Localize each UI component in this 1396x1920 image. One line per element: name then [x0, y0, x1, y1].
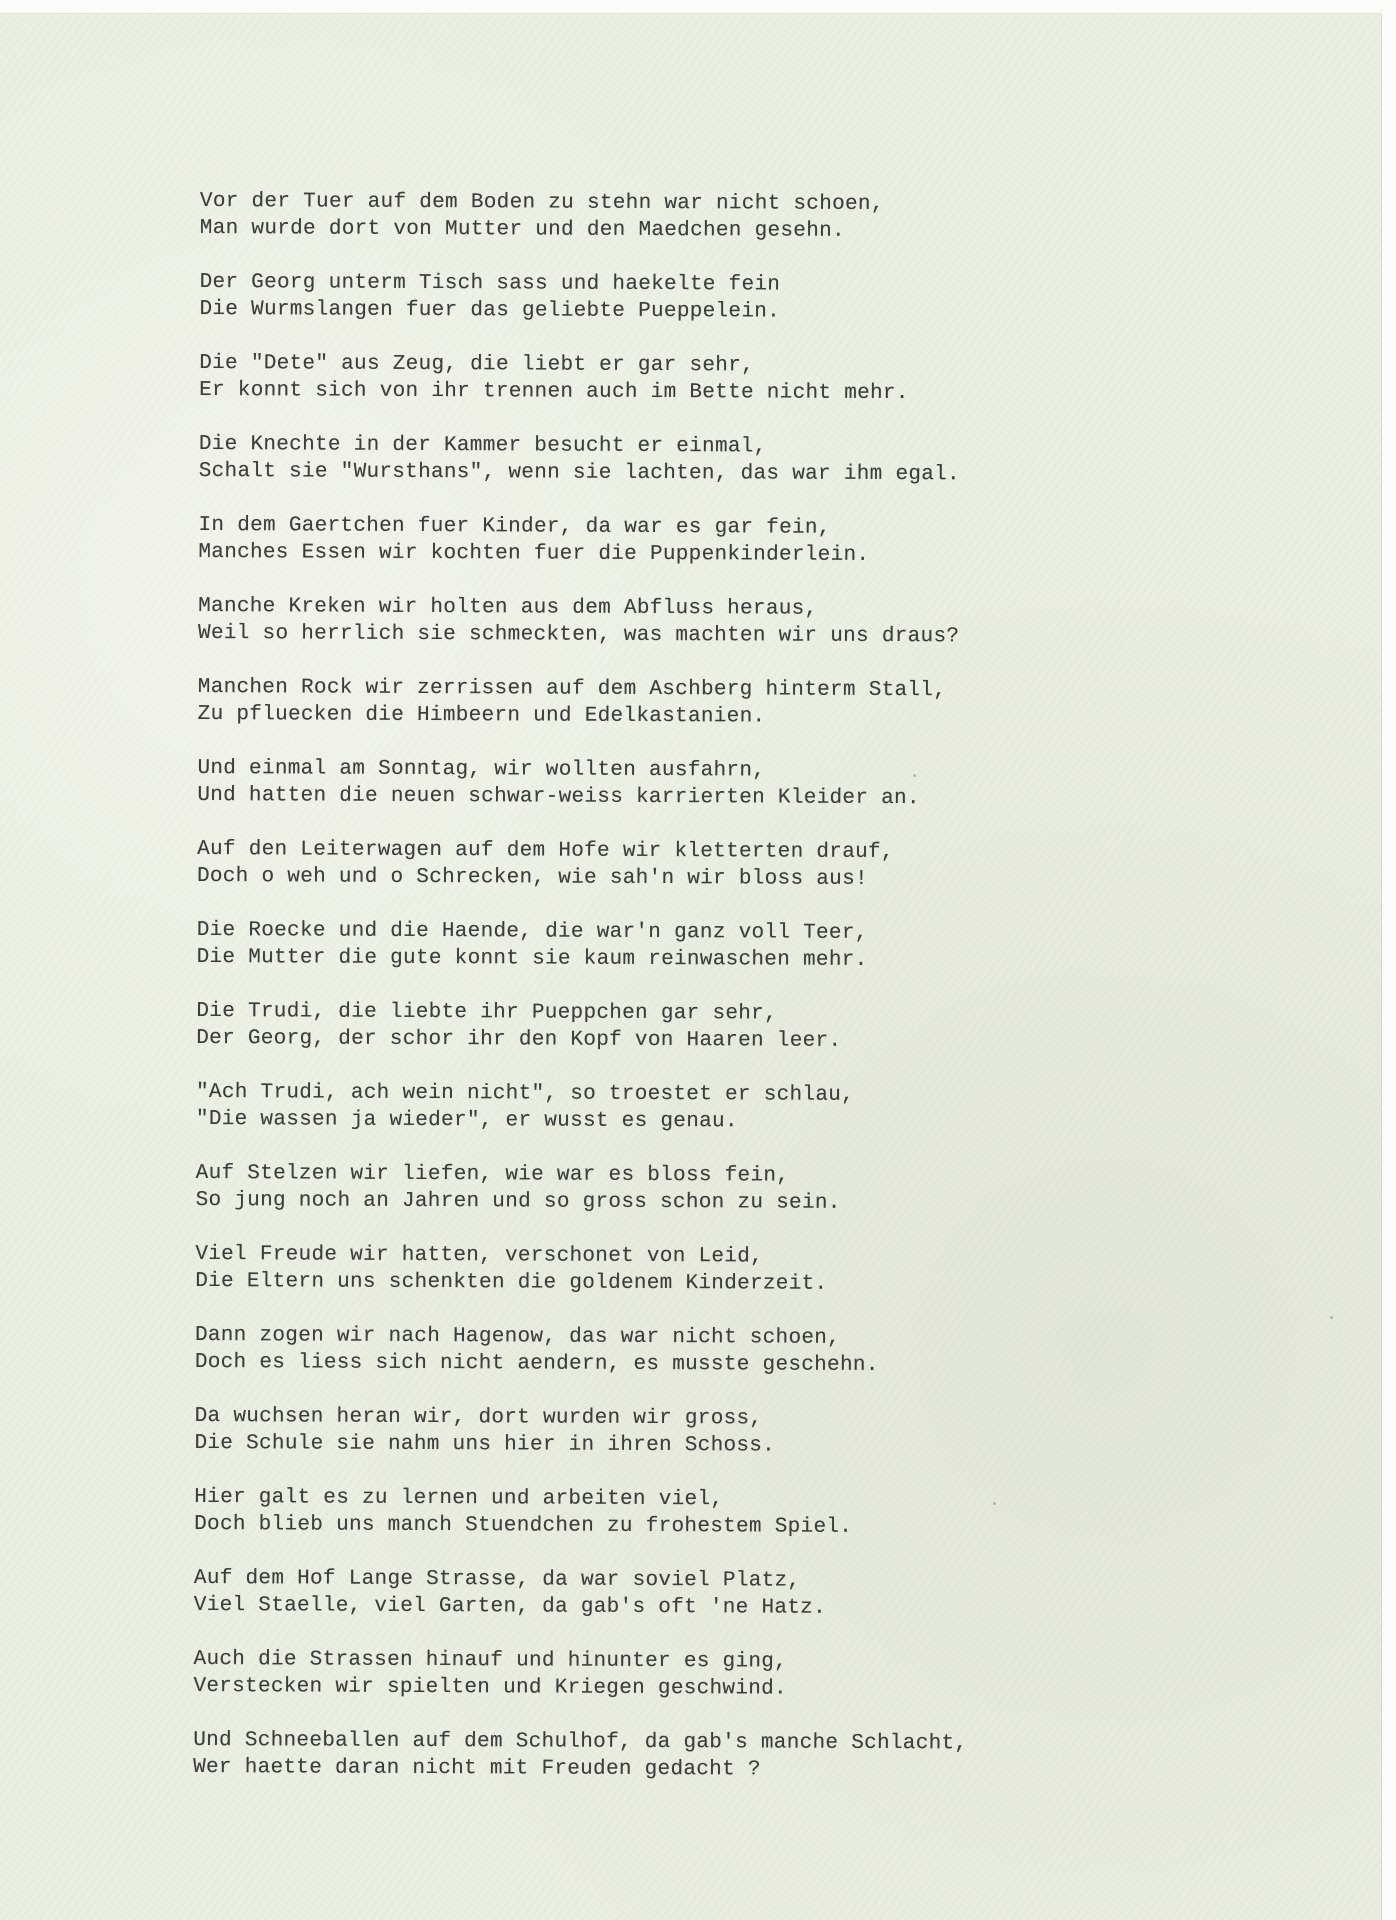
- stanza: [199, 350, 1199, 408]
- poem-line: Die "Dete" aus Zeug, die liebt er gar sehr,: [199, 351, 755, 378]
- paper-speck: [1330, 1316, 1333, 1319]
- poem-line: Und hatten die neuen schwar-weiss karrierten Kleider an.: [197, 783, 920, 811]
- poem-line: Schalt sie "Wursthans", wenn sie lachten, das war ihm egal.: [198, 459, 961, 487]
- poem-line: Doch o weh und o Schrecken, wie sah'n wir bloss aus!: [196, 864, 868, 891]
- stanza: [199, 269, 1199, 327]
- stanza: [198, 674, 1198, 732]
- poem-line: Die Schule sie nahm uns hier in ihren Schoss.: [194, 1431, 776, 1458]
- stanza: [196, 998, 1196, 1056]
- stanza: [193, 1646, 1193, 1704]
- poem-line: Doch blieb uns manch Stuendchen zu frohestem Spiel.: [194, 1512, 853, 1539]
- stanza: [198, 512, 1198, 570]
- poem-line: Zu pfluecken die Himbeern und Edelkastanien.: [197, 702, 766, 729]
- poem-line: Viel Freude wir hatten, verschonet von Leid,: [195, 1242, 764, 1269]
- paper-speck: [913, 774, 916, 777]
- poem-line: So jung noch an Jahren und so gross schon zu sein.: [195, 1188, 841, 1215]
- poem-line: Er konnt sich von ihr trennen auch im Bette nicht mehr.: [199, 378, 909, 406]
- poem-line: Manches Essen wir kochten fuer die Puppenkinderlein.: [198, 540, 870, 567]
- stanza: [194, 1403, 1194, 1461]
- poem-line: Der Georg, der schor ihr den Kopf von Haaren leer.: [196, 1026, 842, 1053]
- poem-line: "Ach Trudi, ach wein nicht", so troestet er schlau,: [196, 1080, 855, 1107]
- poem-line: Auf dem Hof Lange Strasse, da war soviel Platz,: [193, 1566, 801, 1593]
- stanza: [198, 593, 1198, 651]
- poem-line: Wer haette daran nicht mit Freuden gedacht ?: [193, 1755, 761, 1782]
- poem-line: Doch es liess sich nicht aendern, es musste geschehn.: [194, 1350, 879, 1377]
- poem-line: Manchen Rock wir zerrissen auf dem Aschberg hinterm Stall,: [197, 675, 947, 703]
- poem-line: Dann zogen wir nach Hagenow, das war nicht schoen,: [194, 1323, 841, 1350]
- poem-line: Man wurde dort von Mutter und den Maedchen gesehn.: [199, 216, 845, 243]
- poem-line: Viel Staelle, viel Garten, da gab's oft 'ne Hatz.: [193, 1593, 827, 1620]
- paper-speck: [993, 1502, 996, 1505]
- stanza: [200, 188, 1200, 246]
- poem-line: Die Roecke und die Haende, die war'n ganz voll Teer,: [196, 918, 868, 945]
- poem-line: Da wuchsen heran wir, dort wurden wir gross,: [194, 1404, 763, 1431]
- poem-line: Verstecken wir spielten und Kriegen geschwind.: [193, 1674, 788, 1701]
- stanza: [194, 1484, 1194, 1542]
- poem-line: "Die wassen ja wieder", er wusst es genau.: [195, 1107, 738, 1134]
- poem-line: Die Trudi, die liebte ihr Pueppchen gar sehr,: [196, 999, 778, 1026]
- paper-sheet: [0, 14, 1381, 1920]
- stanza: [199, 431, 1199, 489]
- stanza: [196, 1160, 1196, 1218]
- poem-line: Die Wurmslangen fuer das geliebte Pueppelein.: [199, 297, 781, 324]
- poem-line: Die Knechte in der Kammer besucht er einmal,: [198, 432, 767, 459]
- poem-line: Und Schneeballen auf dem Schulhof, da gab's manche Schlacht,: [193, 1728, 968, 1756]
- stanza: [197, 917, 1197, 975]
- poem-line: Auf den Leiterwagen auf dem Hofe wir kletterten drauf,: [197, 837, 894, 865]
- poem-line: Auf Stelzen wir liefen, wie war es bloss fein,: [195, 1161, 790, 1188]
- stanza: [197, 755, 1197, 813]
- stanza: [195, 1322, 1195, 1380]
- poem-line: Die Eltern uns schenkten die goldenem Kinderzeit.: [195, 1269, 828, 1296]
- poem-line: Vor der Tuer auf dem Boden zu stehn war nicht schoen,: [199, 189, 884, 216]
- poem-line: Manche Kreken wir holten aus dem Abfluss heraus,: [198, 594, 818, 621]
- stanza: [197, 836, 1197, 894]
- poem-line: Weil so herrlich sie schmeckten, was machten wir uns draus?: [198, 621, 960, 649]
- poem-line: In dem Gaertchen fuer Kinder, da war es gar fein,: [198, 513, 831, 540]
- stanza: [193, 1727, 1193, 1785]
- poem-line: Und einmal am Sonntag, wir wollten ausfahrn,: [197, 756, 766, 783]
- stanza: [195, 1241, 1195, 1299]
- stanza: [194, 1565, 1194, 1623]
- poem-line: Der Georg unterm Tisch sass und haekelte fein: [199, 270, 781, 297]
- poem-line: Hier galt es zu lernen und arbeiten viel,: [194, 1485, 724, 1512]
- poem-line: Die Mutter die gute konnt sie kaum reinwaschen mehr.: [196, 945, 868, 972]
- typewritten-poem: [193, 188, 1200, 1812]
- stanza: [196, 1079, 1196, 1137]
- poem-line: Auch die Strassen hinauf und hinunter es ging,: [193, 1647, 788, 1674]
